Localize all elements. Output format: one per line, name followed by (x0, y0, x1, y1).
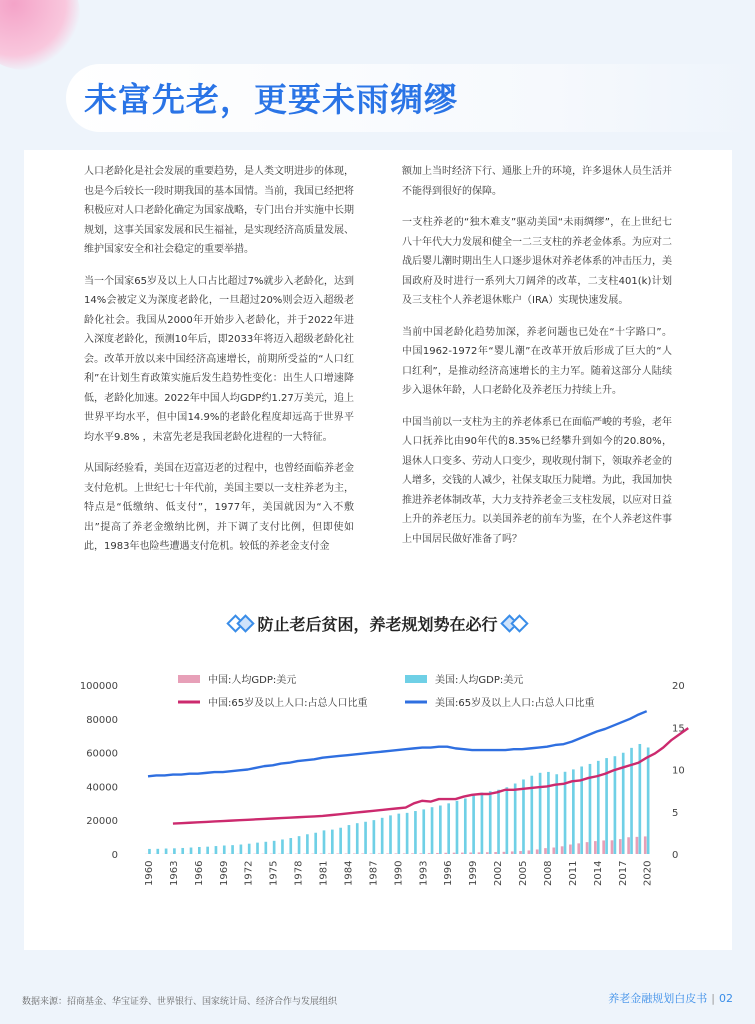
us-gdp-bar (148, 849, 151, 854)
page-number: 02 (719, 992, 733, 1005)
us-gdp-bar (190, 848, 193, 854)
us-gdp-bar (456, 801, 459, 854)
x-tick-label: 1972 (243, 860, 255, 886)
us-gdp-bar (264, 842, 267, 854)
x-tick-label: 2011 (567, 860, 579, 886)
us-gdp-bar (256, 843, 259, 854)
chart-title-container (227, 612, 527, 635)
us-gdp-bar (314, 833, 317, 854)
china-gdp-bar (494, 852, 497, 854)
us-gdp-bar (389, 815, 392, 854)
china-gdp-bar (511, 851, 514, 854)
china-gdp-bar (436, 853, 439, 854)
china-gdp-bar (594, 841, 597, 854)
x-tick-label: 1993 (418, 860, 430, 886)
china-gdp-bar (353, 854, 356, 855)
x-tick-label: 2020 (642, 860, 654, 886)
y-right-tick-label: 20 (672, 681, 685, 692)
us-gdp-bar (539, 773, 542, 854)
china-gdp-bar (536, 849, 539, 854)
x-tick-label: 2002 (493, 860, 505, 886)
us-gdp-bar (397, 814, 400, 854)
china-gdp-bar (544, 848, 547, 854)
china-gdp-bar (611, 840, 614, 854)
us-gdp-bar (489, 791, 492, 854)
us-gdp-bar (298, 836, 301, 854)
china-gdp-bar (627, 837, 630, 854)
legend-label: 中国:65岁及以上人口:占总人口比重 (208, 698, 368, 709)
china-gdp-bar (453, 853, 456, 854)
x-tick-label: 2017 (617, 860, 629, 886)
paragraph: 当前中国老龄化趋势加深，养老问题也已处在“十字路口”。中国1962-1972年“婴儿潮”在改革开放后形成了巨大的“人口红利”，是推动经济高速增长的主力军。随着这部分人陆续步入退休年龄，人口老龄化及养老压力持续上升。 (402, 326, 672, 396)
x-tick-label: 1996 (443, 860, 455, 886)
us-gdp-bar (439, 806, 442, 854)
y-left-tick-label: 0 (111, 850, 118, 861)
china-gdp-bar (403, 853, 406, 854)
china-gdp-bar (395, 853, 398, 854)
china-gdp-bar (519, 851, 522, 854)
x-tick-label: 1975 (268, 860, 280, 886)
us-gdp-bar (497, 790, 500, 854)
us-gdp-bar (331, 830, 334, 854)
x-tick-label: 2014 (592, 860, 604, 886)
us-gdp-bar (464, 798, 467, 854)
paragraph: 人口老龄化是社会发展的重要趋势，是人类文明进步的体现，也是今后较长一段时期我国的基本国情。当前，我国已经把将积极应对人口老龄化确定为国家战略，专门出台并实施中长期规划，这事关国家发展和民生福祉，是实现经济高质量发展、维护国家安全和社会稳定的重要举措。 (84, 166, 354, 255)
us-gdp-bar (547, 772, 550, 854)
x-tick-label: 2005 (518, 860, 530, 886)
us-gdp-bar (323, 830, 326, 854)
y-right-tick-label: 0 (672, 850, 679, 861)
us-gdp-bar (447, 803, 450, 854)
us-gdp-bar (481, 793, 484, 854)
us-gdp-bar (647, 747, 650, 854)
china-gdp-bar (636, 837, 639, 854)
us-gdp-bar (522, 779, 525, 854)
paragraph: 从国际经验看，美国在迈富迈老的过程中，也曾经面临养老金支付危机。上世纪七十年代前，美国主要以一支柱养老为主，特点是“低缴纳、低支付”，1977年，美国就因为“入不敷出”提高了养老金缴纳比例，并下调了支付比例，但即使如此，1983年也险些遭遇支付危机。较低的养老金支付金 (84, 463, 354, 552)
y-left-tick-label: 60000 (86, 748, 118, 760)
x-tick-label: 1963 (168, 860, 180, 886)
diamond-icon (237, 614, 255, 632)
paragraph: 当一个国家65岁及以上人口占比超过7%就步入老龄化，达到14%会被定义为深度老龄化，一旦超过20%则会迈入超级老龄化社会。我国从2000年开始步入老龄化，并于2022年进入深度老龄化，预测10年后，即2033年将迈入超级老龄化社会。改革开放以来中国经济高速增长，前期所受益的“人口红利”在计划生育政策实施后发生趋势性变化：出生人口增速降低，老龄化加速。2022年中国人均GDP约1.27万美元，追上世界平均水平，但中国14.9%的老龄化程度却远高于世界平均水平9.8% ，未富先老是我国老龄化进程的一大特征。 (84, 275, 354, 443)
china-aging-line (173, 728, 688, 823)
footer-doc-info (608, 990, 733, 1006)
x-tick-label: 1960 (144, 860, 155, 886)
us-gdp-bar (431, 807, 434, 854)
us-gdp-bar (406, 813, 409, 854)
legend-label: 中国:人均GDP:美元 (208, 675, 297, 686)
x-tick-label: 2008 (542, 860, 554, 886)
decorative-circle (0, 0, 80, 70)
paragraph: 额加上当时经济下行、通胀上升的环境，许多退休人员生活并不能得到很好的保障。 (402, 166, 672, 197)
us-gdp-bar (273, 841, 276, 854)
china-gdp-bar (619, 839, 622, 854)
us-gdp-bar (506, 787, 509, 854)
x-tick-label: 1969 (218, 860, 230, 886)
china-gdp-bar (577, 843, 580, 854)
page-title: 未富先老，更要未雨绸缪 (84, 80, 458, 119)
china-gdp-bar (411, 853, 414, 854)
us-gdp-bar (373, 820, 376, 854)
legend-label: 美国:65岁及以上人口:占总人口比重 (435, 698, 595, 709)
y-left-tick-label: 80000 (86, 714, 118, 726)
us-gdp-bar (348, 825, 351, 854)
y-right-tick-label: 5 (672, 807, 679, 819)
china-gdp-bar (478, 852, 481, 854)
us-gdp-bar (223, 846, 226, 855)
legend-label: 美国:人均GDP:美元 (435, 675, 524, 686)
china-gdp-bar (644, 836, 647, 854)
china-gdp-bar (461, 853, 464, 854)
footer-doc-title: 养老金融规划白皮书 (608, 992, 708, 1005)
china-gdp-bar (528, 850, 531, 854)
x-tick-label: 1981 (318, 860, 330, 886)
paragraph: 一支柱养老的“独木难支”驱动美国“未雨绸缪”，在上世纪七八十年代大力发展和健全一二三支柱的养老金体系。为应对二战后婴儿潮时期出生人口逐步退休对养老体系的冲击压力，美国政府及时进行一系列大刀阔斧的改革，二支柱401(k)计划及三支柱个人养老退休账户（IRA）实现快速发展。 (402, 217, 672, 306)
y-left-tick-label: 20000 (86, 816, 118, 828)
article-right-column (402, 162, 672, 561)
china-gdp-bar (428, 853, 431, 854)
us-gdp-bar (173, 848, 176, 854)
chart-title: 防止老后贫困，养老规划势在必行 (257, 615, 498, 634)
y-right-tick-label: 10 (672, 765, 685, 777)
legend-swatch (178, 675, 200, 683)
china-gdp-bar (552, 848, 555, 854)
china-gdp-bar (586, 842, 589, 854)
legend-swatch (405, 675, 427, 683)
x-tick-label: 1978 (293, 860, 305, 886)
x-tick-label: 1987 (368, 860, 380, 886)
us-gdp-bar (414, 811, 417, 854)
us-gdp-bar (356, 823, 359, 854)
china-gdp-bar (486, 852, 489, 854)
us-gdp-bar (289, 838, 292, 854)
y-left-tick-label: 100000 (79, 681, 118, 692)
china-gdp-bar (503, 852, 506, 854)
y-left-tick-label: 40000 (86, 782, 118, 794)
us-gdp-bar (240, 845, 243, 854)
us-gdp-bar (156, 849, 159, 854)
paragraph: 中国当前以一支柱为主的养老体系已在面临严峻的考验，老年人口抚养比由90年代的8.35%已经攀升到如今的20.80%，退休人口变多、劳动人口变少，现收现付制下，领取养老金的人增多，交钱的人减少，社保支取压力陡增。为此，我国加快推进养老体制改革，大力支持养老金三支柱发展，以应对日益上升的养老压力。以美国养老的前车为鉴，在个人养老这件事上中国居民做好准备了吗？ (402, 416, 672, 545)
us-gdp-bar (422, 809, 425, 854)
us-gdp-bar (339, 828, 342, 854)
us-gdp-bar (281, 839, 284, 854)
china-gdp-bar (469, 853, 472, 854)
us-gdp-bar (215, 846, 218, 854)
us-gdp-bar (231, 845, 234, 854)
china-gdp-bar (444, 853, 447, 854)
chart-heading (0, 612, 755, 635)
combo-chart (70, 665, 700, 895)
x-tick-label: 1999 (468, 860, 480, 886)
y-right-tick-label: 15 (672, 723, 685, 735)
us-gdp-bar (181, 848, 184, 854)
us-gdp-bar (306, 834, 309, 854)
us-gdp-bar (165, 849, 168, 854)
footer-source: 数据来源：招商基金、华宝证券、世界银行、国家统计局、经济合作与发展组织 (22, 997, 338, 1007)
x-tick-label: 1984 (343, 860, 355, 886)
article-left-column (84, 162, 354, 569)
us-gdp-bar (364, 822, 367, 854)
us-gdp-bar (206, 847, 209, 854)
us-gdp-bar (514, 784, 517, 854)
us-aging-line (148, 711, 647, 776)
china-gdp-bar (419, 853, 422, 854)
china-gdp-bar (602, 840, 605, 854)
x-tick-label: 1966 (193, 860, 205, 886)
us-gdp-bar (472, 796, 475, 854)
us-gdp-bar (555, 774, 558, 854)
china-gdp-bar (336, 854, 339, 855)
us-gdp-bar (248, 844, 251, 854)
china-gdp-bar (386, 853, 389, 854)
china-gdp-bar (569, 845, 572, 854)
footer-separator: | (711, 992, 715, 1005)
us-gdp-bar (198, 847, 201, 854)
us-gdp-bar (381, 818, 384, 854)
china-gdp-bar (561, 846, 564, 854)
x-tick-label: 1990 (393, 860, 405, 886)
